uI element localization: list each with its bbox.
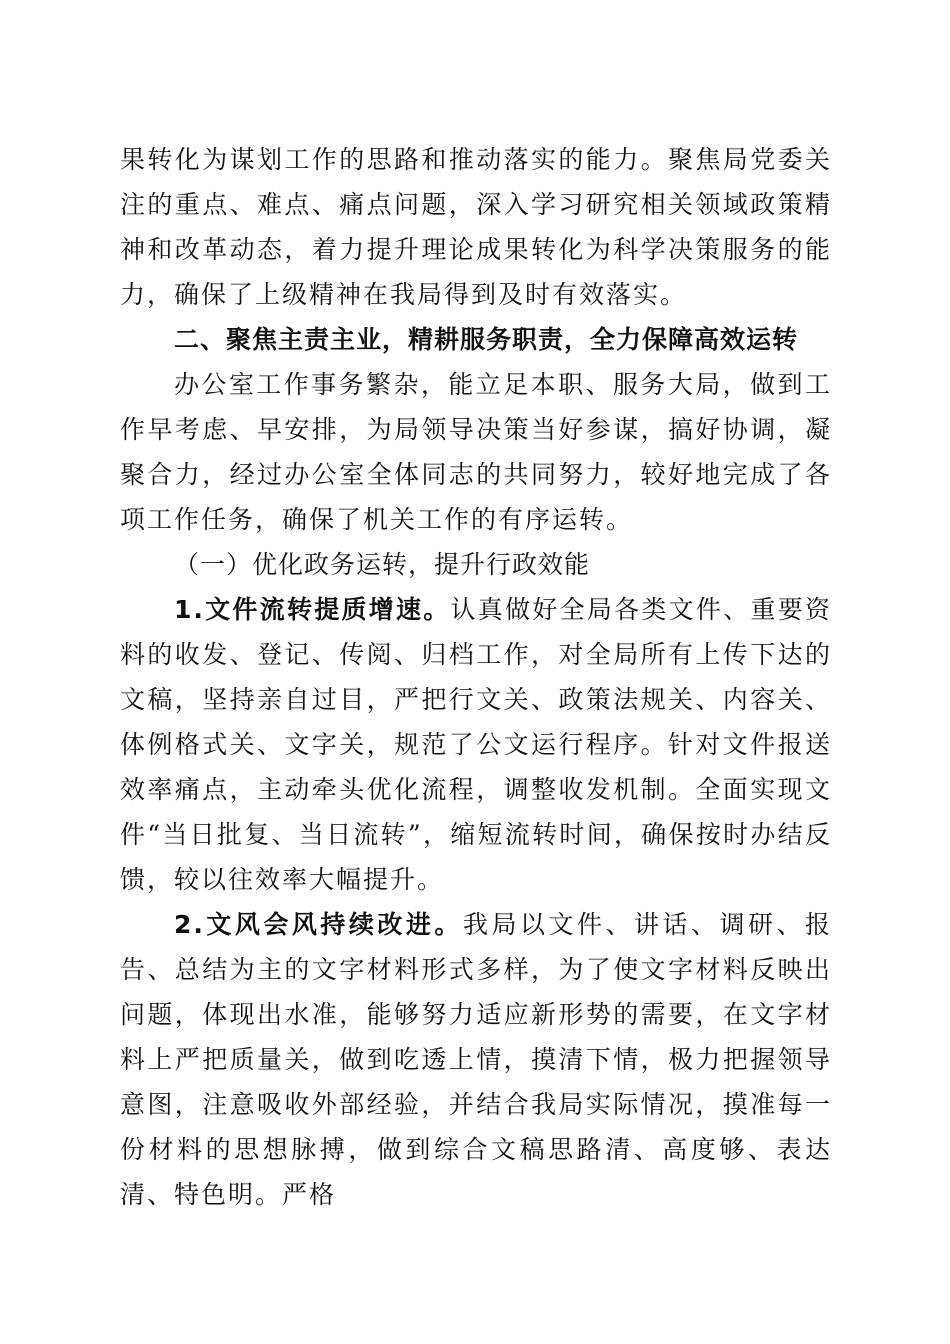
subsection-heading-1: （一）优化政务运转，提升行政效能 (174, 550, 591, 579)
paragraph-continuation: 果转化为谋划工作的思路和推动落实的能力。聚焦局党委关注的重点、难点、痛点问题，深入学习研究相关领域政策精神和改革动态，着力提升理论成果转化为科学决策服务的能力，确保了上级精神在我局得到及时有效落实。 (120, 145, 832, 309)
list-item-1 (120, 587, 832, 902)
paragraph-office-work: 办公室工作事务繁杂，能立足本职、服务大局，做到工作早考虑、早安排，为局领导决策当好参谋，搞好协调，凝聚合力，经过办公室全体同志的共同努力，较好地完成了各项工作任务，确保了机关工作的有序运转。 (120, 370, 832, 534)
list-item-2-body: 我局以文件、讲话、调研、报告、总结为主的文字材料形式多样，为了使文字材料反映出问题，体现出水准，能够努力适应新形势的需要，在文字材料上严把质量关，做到吃透上情，摸清下情，极力把握领导意图，注意吸收外部经验，并结合我局实际情况，摸准每一份材料的思想脉搏，做到综合文稿思路清、高度够、表达清、特色明。严格 (120, 910, 832, 1209)
list-item-2 (120, 902, 832, 1217)
section-heading-2: 二、聚焦主责主业，精耕服务职责，全力保障高效运转 (174, 325, 799, 354)
list-item-1-body: 认真做好全局各类文件、重要资料的收发、登记、传阅、归档工作，对全局所有上传下达的文稿，坚持亲自过目，严把行文关、政策法规关、内容关、体例格式关、文字关，规范了公文运行程序。针对文件报送效率痛点，主动牵头优化流程，调整收发机制。全面实现文件“当日批复、当日流转”，缩短流转时间，确保按时办结反馈，较以往效率大幅提升。 (120, 595, 832, 894)
list-item-1-lead: 1.文件流转提质增速。 (174, 595, 451, 624)
document-body (120, 137, 832, 1217)
list-item-2-lead: 2.文风会风持续改进。 (174, 910, 463, 939)
